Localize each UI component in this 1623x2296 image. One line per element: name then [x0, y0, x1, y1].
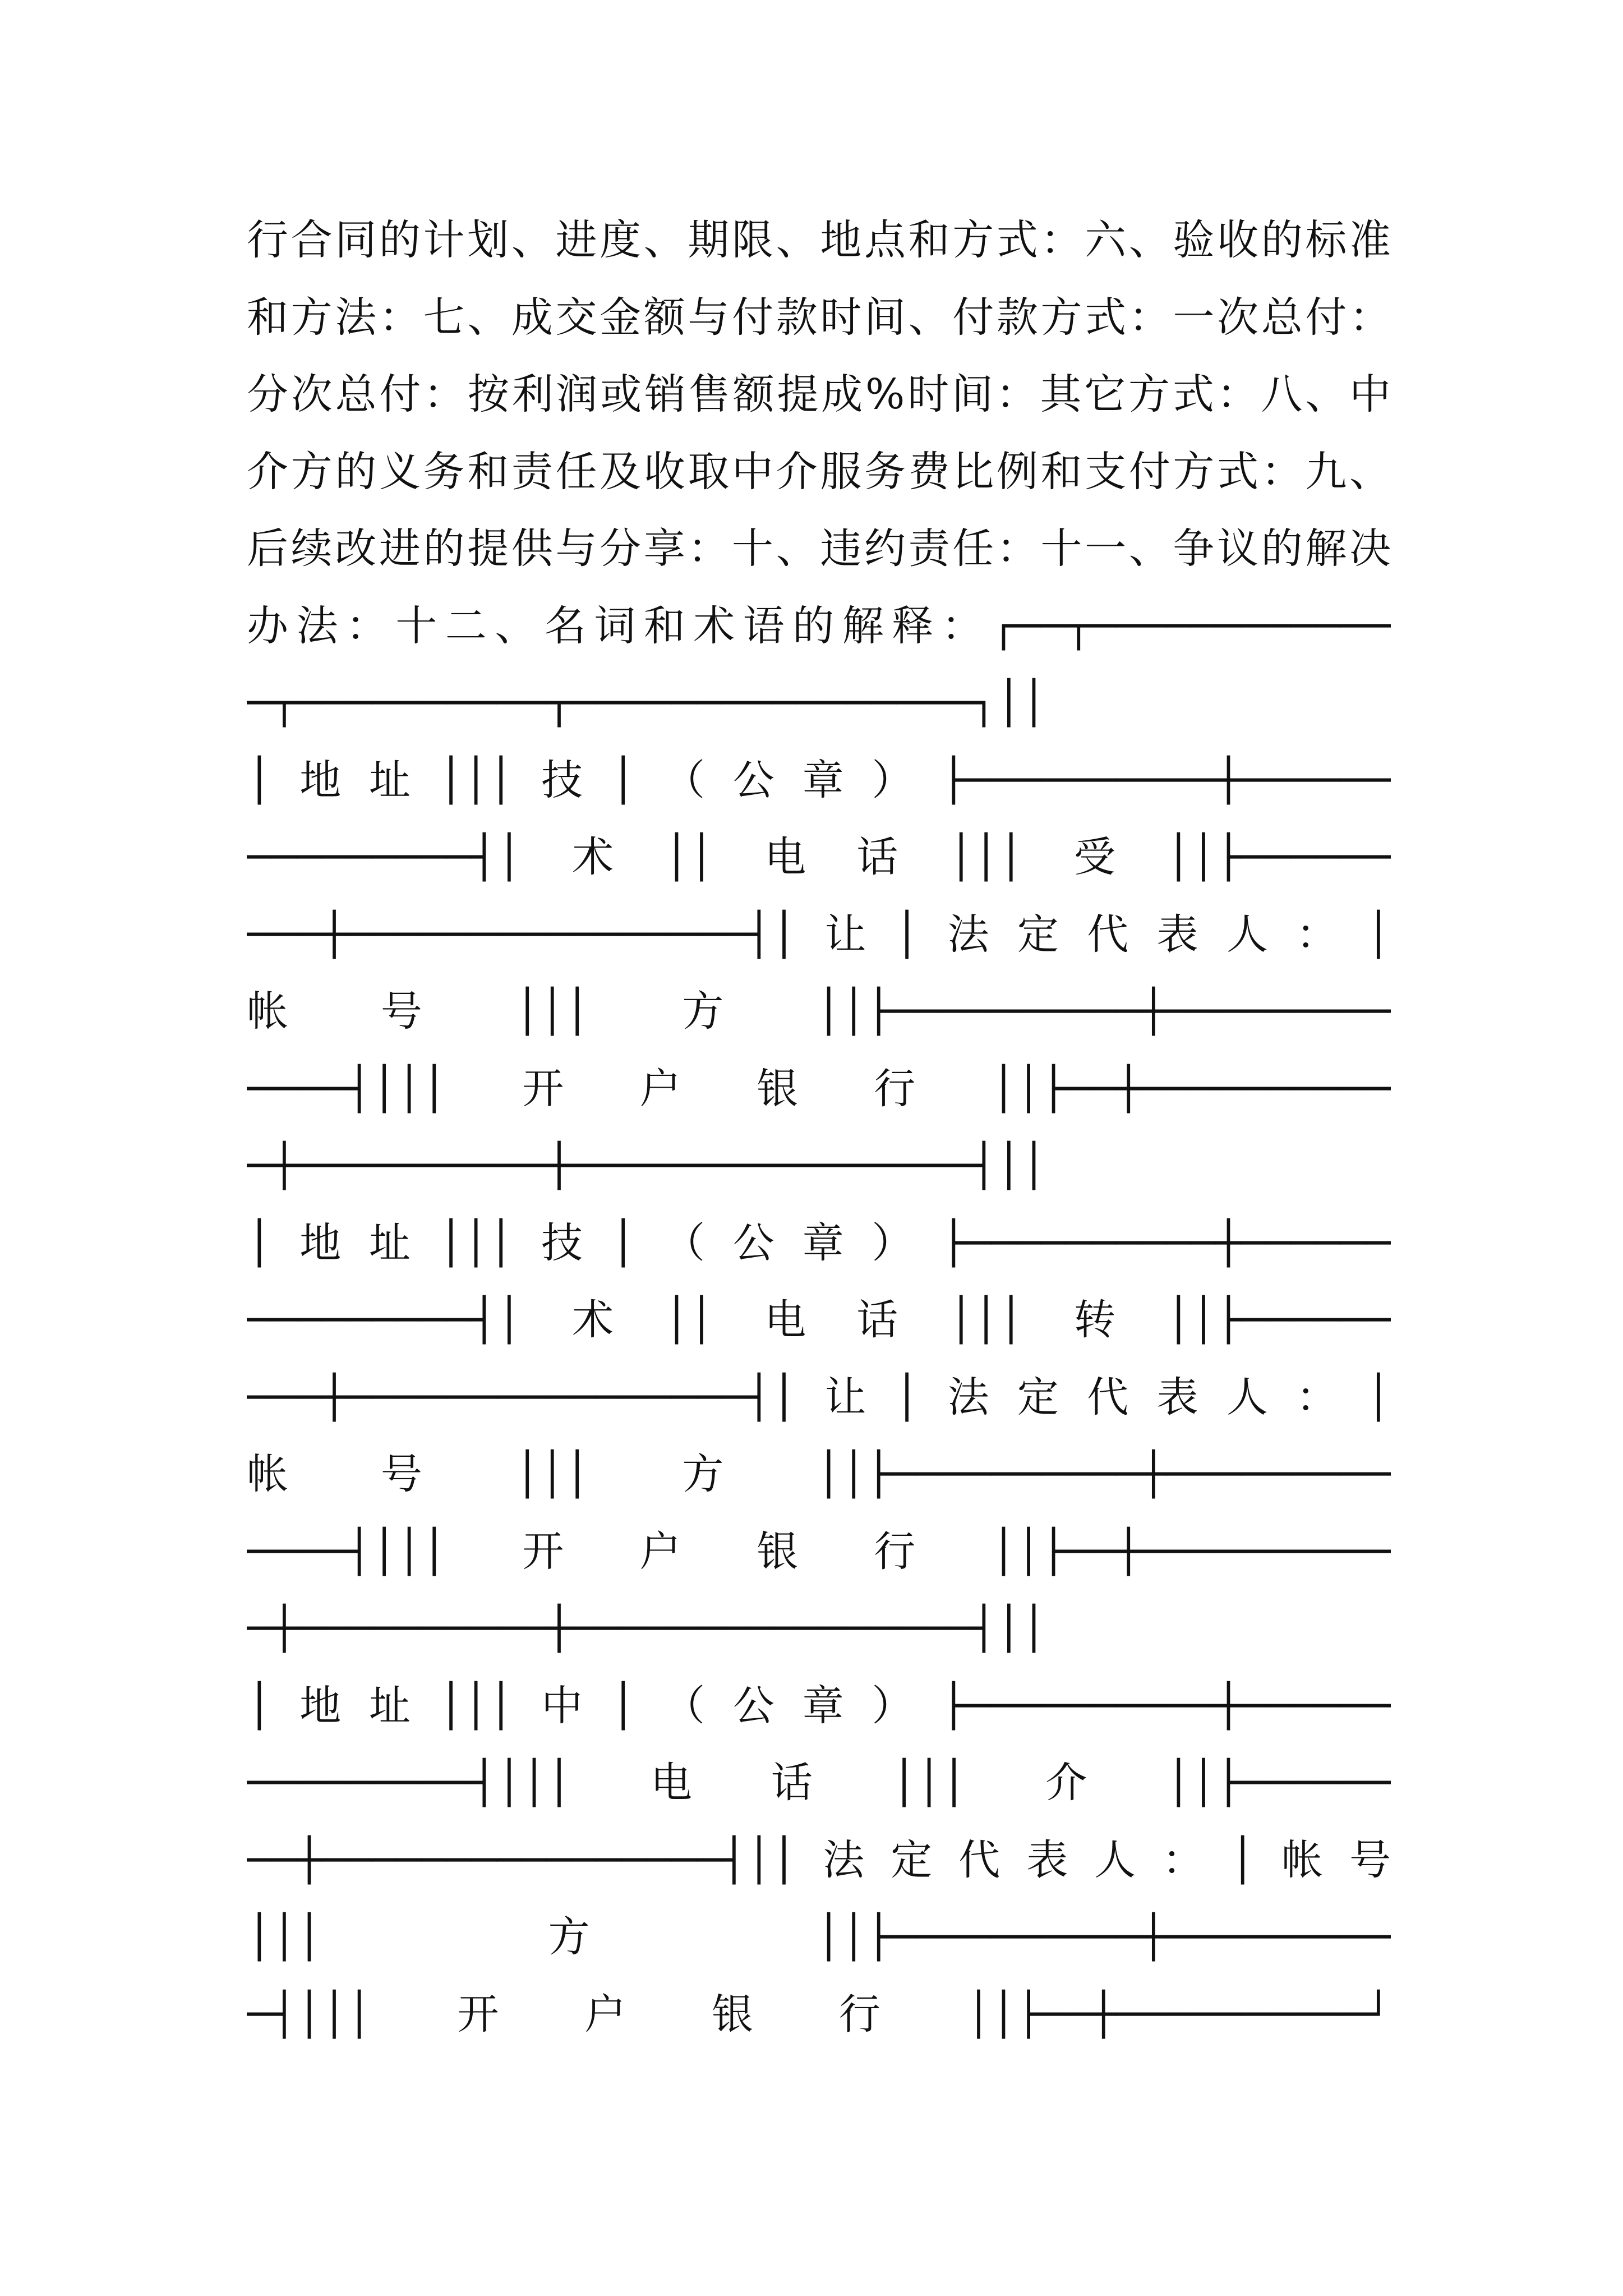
table-border-line: ─┬──────────┬────────────────┐││ [247, 679, 1046, 727]
table-row-line: 帐号│││方││├──────────┼───────── [247, 1450, 1391, 1498]
table-row-line: ──┼────────────────┤││法定代表人：│帐号 [247, 1835, 1391, 1884]
text-line: 行合同的计划、进度、期限、地点和方式：六、验收的标准 [247, 216, 1391, 264]
text-line: 分次总付：按利润或销售额提成%时间：其它方式：八、中 [247, 370, 1391, 418]
table-row-line: │地址│││中│（公章）├──────────┼────── [247, 1681, 1391, 1730]
table-row-line: │││方││├──────────┼───────── [247, 1913, 1391, 1961]
table-border-line: ─┼──────────┼────────────────┤││ [247, 1604, 1046, 1653]
table-row-line: ─────────┤│术││电话│││受││├────── [247, 833, 1391, 881]
text-line: 介方的义务和责任及收取中介服务费比例和支付方式：九、 [247, 447, 1391, 496]
text-line: 办法：十二、名词和术语的解释：┌──┬──────────── [247, 601, 1391, 650]
table-border-line: ─┤│││开户银行││├──┼──────────┘ [247, 1990, 1391, 2039]
table-row-line: │地址│││技│（公章）├──────────┼────── [247, 1218, 1391, 1267]
table-row-line: ─────────┤│││电话│││介││├────── [247, 1759, 1391, 1807]
text-line: 和方法：七、成交金额与付款时间、付款方式：一次总付： [247, 293, 1391, 342]
table-row-line: ───┼────────────────┤│让│法定代表人：│ [247, 1373, 1391, 1421]
table-row-line: 帐号│││方││├──────────┼───────── [247, 987, 1391, 1036]
table-row-line: ────┤│││开户银行││├──┼────────── [247, 1527, 1391, 1576]
contract-text-block [247, 202, 1391, 2053]
text-line: 后续改进的提供与分享：十、违约责任：十一、争议的解决 [247, 524, 1391, 573]
table-row-line: │地址│││技│（公章）├──────────┼────── [247, 756, 1391, 804]
table-row-line: ───┼────────────────┤│让│法定代表人：│ [247, 910, 1391, 959]
table-row-line: ─────────┤│术││电话│││转││├────── [247, 1296, 1391, 1344]
table-border-line: ─┼──────────┼────────────────┤││ [247, 1142, 1046, 1190]
table-row-line: ────┤│││开户银行││├──┼────────── [247, 1064, 1391, 1113]
